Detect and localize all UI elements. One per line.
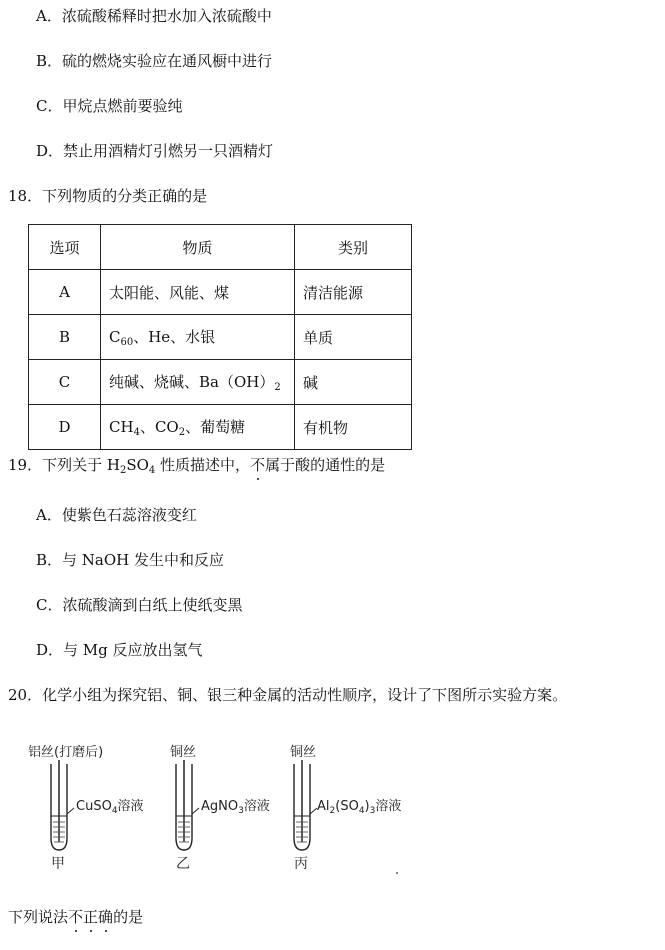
- q19-option-b: B．与 NaOH 发生中和反应: [36, 551, 225, 569]
- wire-label: 铝丝(打磨后): [28, 745, 104, 760]
- header-category: 类别: [295, 225, 412, 270]
- q19-option-c: C．浓硫酸滴到白纸上使纸变黑: [36, 596, 243, 614]
- row-option: D: [29, 405, 101, 450]
- solution-label: AgNO$_3$溶液: [201, 799, 270, 816]
- q19-option-a: A．使紫色石蕊溶液变红: [36, 506, 197, 524]
- test-tube-bing: [290, 744, 401, 872]
- classification-table: [28, 224, 412, 450]
- q19-stem: 19．下列关于 $H_2SO_4$ 性质描述中，不属于酸的通性的是: [8, 456, 386, 476]
- table-row: [29, 270, 412, 315]
- row-category: 碱: [295, 360, 412, 405]
- table-header-row: [29, 225, 412, 270]
- row-substance: $C_{60}$、He、水银: [101, 315, 295, 360]
- wire-label: 铜丝: [290, 745, 317, 760]
- tube-name: 甲: [51, 856, 65, 872]
- q20-follow-up: 下列说法不正确的是: [8, 908, 144, 926]
- row-substance: 太阳能、风能、煤: [101, 270, 295, 315]
- q17-option-d: D．禁止用酒精灯引燃另一只酒精灯: [36, 142, 274, 160]
- header-substance: 物质: [101, 225, 295, 270]
- q20-stem: 20．化学小组为探究铝、铜、银三种金属的活动性顺序，设计了下图所示实验方案。: [8, 686, 568, 704]
- wire-label: 铜丝: [170, 745, 197, 760]
- tube-name: 乙: [176, 856, 190, 872]
- q17-option-b: B．硫的燃烧实验应在通风橱中进行: [36, 52, 273, 70]
- table-row: [29, 315, 412, 360]
- table-row: [29, 360, 412, 405]
- q19-option-d: D．与 Mg 反应放出氢气: [36, 641, 203, 659]
- q18-stem: 18．下列物质的分类正确的是: [8, 187, 208, 205]
- q17-option-c: C．甲烷点燃前要验纯: [36, 97, 183, 115]
- row-option: C: [29, 360, 101, 405]
- header-option: 选项: [29, 225, 101, 270]
- row-category: 有机物: [295, 405, 412, 450]
- emphasis-dot-char: 不: [250, 456, 266, 474]
- q17-option-a: A．浓硫酸稀释时把水加入浓硫酸中: [36, 7, 272, 25]
- test-tube-yi: [170, 744, 270, 872]
- solution-label: CuSO$_4$溶液: [76, 799, 144, 816]
- row-category: 清洁能源: [295, 270, 412, 315]
- table-row: [29, 405, 412, 450]
- test-tube-experiment-figure: [20, 738, 440, 878]
- row-option: A: [29, 270, 101, 315]
- row-substance: 纯碱、烧碱、$Ba(OH)_2$: [101, 360, 295, 405]
- row-option: B: [29, 315, 101, 360]
- row-category: 单质: [295, 315, 412, 360]
- scan-speck: [396, 872, 398, 874]
- tube-name: 丙: [294, 856, 308, 872]
- row-substance: $CH_4$、$CO_2$、葡萄糖: [101, 405, 295, 450]
- solution-label: $Al_2(SO_4)_3$溶液: [317, 799, 402, 816]
- test-tube-jia: [28, 744, 144, 872]
